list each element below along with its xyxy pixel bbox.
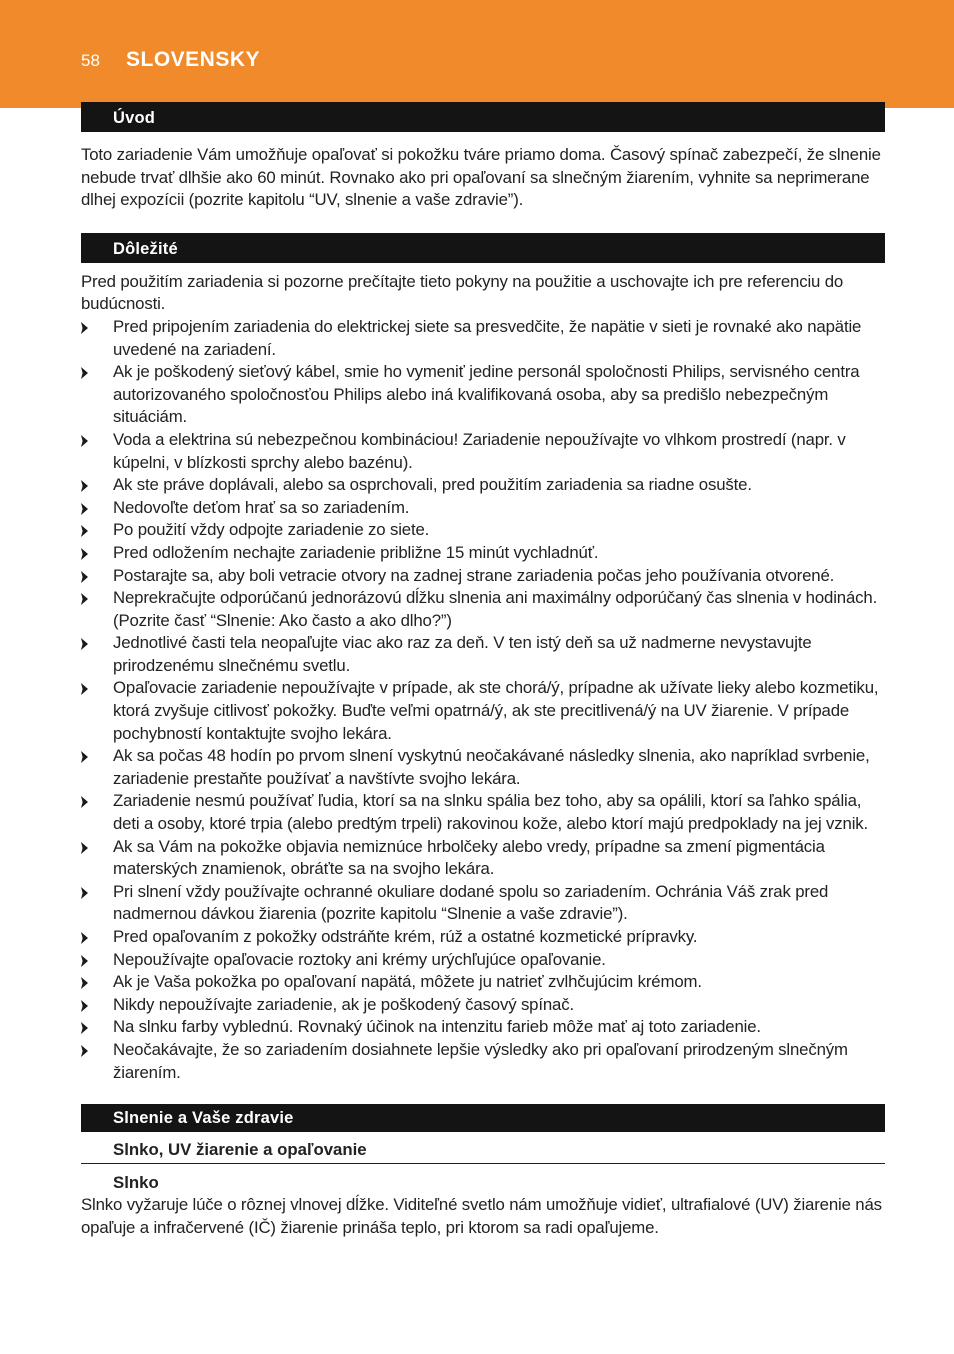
page-content [81,102,885,1239]
list-item [81,565,885,588]
bullet-arrow-icon [81,796,88,808]
list-item [81,790,885,835]
bullet-arrow-icon [81,525,88,537]
list-item-text: Ak sa Vám na pokožke objavia nemiznúce hrbolčeky alebo vredy, prípadne sa zmení pigmentácia materských znamienok, obráťte sa na svojho lekára. [113,836,825,879]
list-item-text: Neočakávajte, že so zariadením dosiahnete lepšie výsledky ako pri opaľovaní prirodzeným slnečným žiarením. [113,1039,848,1082]
bullet-arrow-icon [81,480,88,492]
list-item [81,542,885,565]
page-number: 58 [81,51,100,70]
section-heading-zdravie: Slnenie a Vaše zdravie [81,1104,885,1132]
list-item [81,429,885,474]
sun-paragraph: Slnko vyžaruje lúče o rôznej vlnovej dĺžke. Viditeľné svetlo nám umožňuje vidieť, ultrafialové (UV) žiarenie nás opaľuje a infračervené (IČ) žiarenie prináša teplo, pri ktorom sa radi opaľujeme. [81,1195,882,1237]
bullet-arrow-icon [81,887,88,899]
bullet-arrow-icon [81,638,88,650]
list-item [81,745,885,790]
list-item-text: Po použití vždy odpojte zariadenie zo siete. [113,520,430,540]
list-item-text: Ak je Vaša pokožka po opaľovaní napätá, môžete ju natrieť zvlhčujúcim krémom. [113,972,702,992]
list-item-text: Nedovoľte deťom hrať sa so zariadením. [113,497,410,517]
intro-paragraph: Toto zariadenie Vám umožňuje opaľovať si pokožku tváre priamo doma. Časový spínač zabezpečí, že slnenie nebude trvať dlhšie ako 60 minút. Rovnako ako pri opaľovaní sa slnečným žiarením, vyhnite sa neprimerane dlhej expozícii (pozrite kapitolu “UV, slnenie a vaše zdravie”). [81,145,881,210]
bullet-arrow-icon [81,593,88,605]
bullet-arrow-icon [81,955,88,967]
list-item [81,836,885,881]
list-item [81,994,885,1017]
list-item [81,677,885,745]
section-heading-dolezite: Dôležité [81,233,885,263]
list-item [81,519,885,542]
bullet-arrow-icon [81,571,88,583]
list-item [81,632,885,677]
bullet-arrow-icon [81,367,88,379]
list-item-text: Neprekračujte odporúčanú jednorázovú dĺžku slnenia ani maximálny odporúčaný čas slnenia v hodinách. (Pozrite časť “Slnenie: Ako často a ako dlho?”) [113,588,878,630]
list-item-text: Postarajte sa, aby boli vetracie otvory na zadnej strane zariadenia počas jeho používania otvorené. [113,565,835,585]
bullet-arrow-icon [81,322,88,334]
list-item [81,361,885,429]
important-bullet-list [81,316,885,1084]
list-item [81,1039,885,1084]
list-item [81,881,885,926]
bullet-arrow-icon [81,683,88,695]
bullet-arrow-icon [81,977,88,989]
list-item [81,1016,885,1039]
list-item-text: Na slnku farby vyblednú. Rovnaký účinok na intenzitu farieb môže mať aj toto zariadenie. [113,1017,761,1037]
list-item-text: Ak je poškodený sieťový kábel, smie ho vymeniť jedine personál spoločnosti Philips, servisného centra autorizovaného spoločnosťou Philips alebo iná kvalifikovaná osoba, aby sa predišlo nebezpečným situáciám. [113,362,860,427]
section-heading-uvod: Úvod [81,102,885,132]
list-item [81,971,885,994]
list-item [81,587,885,632]
page-header-band [0,0,954,108]
list-item [81,949,885,972]
list-item-text: Nepoužívajte opaľovacie roztoky ani krémy urýchľujúce opaľovanie. [113,949,606,969]
list-item [81,497,885,520]
list-item-text: Nikdy nepoužívajte zariadenie, ak je poškodený časový spínač. [113,994,574,1014]
bullet-arrow-icon [81,548,88,560]
bullet-arrow-icon [81,435,88,447]
list-item-text: Opaľovacie zariadenie nepoužívajte v prípade, ak ste chorá/ý, prípadne ak užívate lieky alebo kozmetiku, ktorá zvyšuje citlivosť pokožky. Buďte veľmi opatrná/ý, ak ste precitlivená/ý na UV žiarenie. V prípade pochybností kontaktujte svojho lekára. [113,678,879,743]
bullet-arrow-icon [81,1000,88,1012]
list-item-text: Pred opaľovaním z pokožky odstráňte krém, rúž a ostatné kozmetické prípravky. [113,927,698,946]
bullet-arrow-icon [81,751,88,763]
list-item-text: Ak ste práve doplávali, alebo sa osprchovali, pred použitím zariadenia sa riadne osušte. [113,475,752,495]
bullet-arrow-icon [81,1045,88,1057]
bullet-arrow-icon [81,1022,88,1034]
list-item-text: Pri slnení vždy používajte ochranné okuliare dodané spolu so zariadením. Ochránia Váš zrak pred nadmernou dávkou žiarenia (pozrite kapitolu “Slnenie a vaše zdravie”). [113,881,829,924]
list-item-text: Jednotlivé časti tela neopaľujte viac ako raz za deň. V ten istý deň sa už nadmerne nevystavujte prirodzenému slnečnému svetlu. [113,633,812,675]
list-item-text: Pred pripojením zariadenia do elektrickej siete sa presvedčite, že napätie v sieti je rovnaké ako napätie uvedené na zariadení. [113,316,862,359]
list-item-text: Ak sa počas 48 hodín po prvom slnení vyskytnú neočakávané následky slnenia, ako napríklad svrbenie, zariadenie prestaňte používať a navštívte svojho lekára. [113,746,870,788]
subheading-slnko-uv: Slnko, UV žiarenie a opaľovanie [81,1139,885,1164]
list-item [81,926,885,949]
list-item-text: Pred odložením nechajte zariadenie približne 15 minút vychladnúť. [113,542,599,562]
bullet-arrow-icon [81,503,88,515]
bullet-arrow-icon [81,842,88,854]
language-label: SLOVENSKY [126,48,261,71]
list-item-text: Zariadenie nesmú používať ľudia, ktorí sa na slnku spália bez toho, aby sa opálili, ktorí sa ľahko spália, deti a osoby, ktoré trpia (alebo predtým trpeli) rakovinou kože, alebo ktorí majú predpoklady na jej vznik. [113,791,869,834]
important-intro-paragraph: Pred použitím zariadenia si pozorne prečítajte tieto pokyny na použitie a uschovajte ich pre referenciu do budúcnosti. [81,271,844,314]
list-item-text: Voda a elektrina sú nebezpečnou kombináciou! Zariadenie nepoužívajte vo vlhkom prostredí (napr. v kúpelni, v blízkosti sprchy alebo bazénu). [113,429,846,472]
list-item [81,316,885,361]
bullet-arrow-icon [81,932,88,944]
subheading-slnko: Slnko [113,1173,159,1193]
list-item [81,474,885,497]
